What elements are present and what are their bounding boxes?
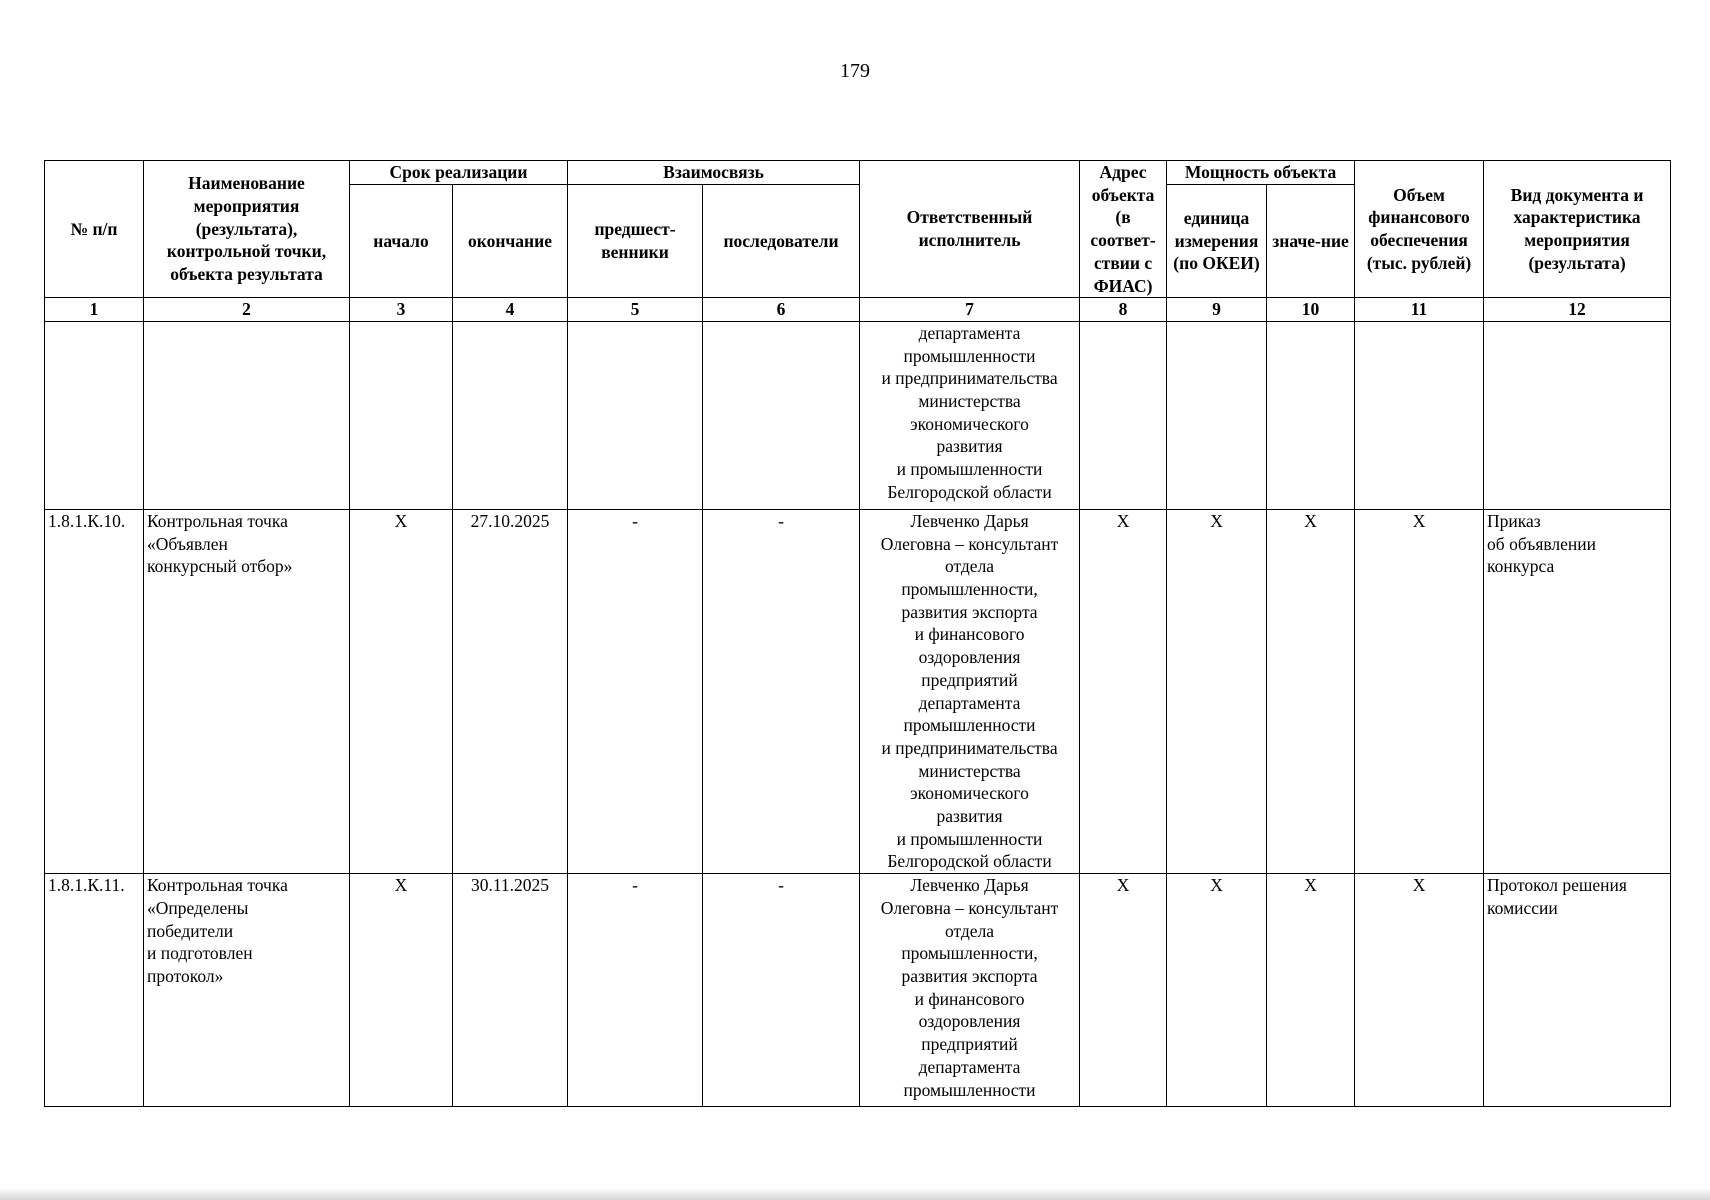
column-number: 10 bbox=[1267, 298, 1355, 322]
cell-finance: X bbox=[1355, 509, 1484, 873]
header-end: окончание bbox=[453, 185, 568, 298]
cell-start bbox=[350, 321, 453, 509]
cell-address: X bbox=[1080, 874, 1167, 1107]
header-responsible: Ответственный исполнитель bbox=[860, 161, 1080, 298]
cell-doc: Приказ об объявлении конкурса bbox=[1484, 509, 1671, 873]
header-successors: последователи bbox=[703, 185, 860, 298]
cell-doc bbox=[1484, 321, 1671, 509]
cell-value: X bbox=[1267, 874, 1355, 1107]
header-relation: Взаимосвязь bbox=[568, 161, 860, 185]
column-number: 1 bbox=[45, 298, 144, 322]
column-number: 11 bbox=[1355, 298, 1484, 322]
cell-start: X bbox=[350, 874, 453, 1107]
table-row bbox=[45, 509, 1671, 873]
table-row bbox=[45, 874, 1671, 1107]
cell-start: X bbox=[350, 509, 453, 873]
cell-successors: - bbox=[703, 509, 860, 873]
cell-name: Контрольная точка «Определены победители и подготовлен протокол» bbox=[144, 874, 350, 1107]
column-number: 7 bbox=[860, 298, 1080, 322]
cell-end: 27.10.2025 bbox=[453, 509, 568, 873]
cell-successors: - bbox=[703, 874, 860, 1107]
header-predecessors: предшест-венники bbox=[568, 185, 703, 298]
cell-responsible: департамента промышленности и предпринимательства министерства экономического развития и промышленности Белгородской области bbox=[860, 321, 1080, 509]
cell-address: X bbox=[1080, 509, 1167, 873]
cell-successors bbox=[703, 321, 860, 509]
cell-value: X bbox=[1267, 509, 1355, 873]
header-capacity: Мощность объекта bbox=[1167, 161, 1355, 185]
header-doc-type: Вид документа и характеристика мероприятия (результата) bbox=[1484, 161, 1671, 298]
header-finance: Объем финансового обеспечения (тыс. рублей) bbox=[1355, 161, 1484, 298]
page-number: 179 bbox=[840, 60, 870, 82]
cell-unit: X bbox=[1167, 874, 1267, 1107]
cell-predecessors bbox=[568, 321, 703, 509]
cell-value bbox=[1267, 321, 1355, 509]
column-number: 3 bbox=[350, 298, 453, 322]
column-number: 9 bbox=[1167, 298, 1267, 322]
cell-num: 1.8.1.К.10. bbox=[45, 509, 144, 873]
cell-finance bbox=[1355, 321, 1484, 509]
cell-predecessors: - bbox=[568, 509, 703, 873]
cell-finance: X bbox=[1355, 874, 1484, 1107]
cell-responsible: Левченко Дарья Олеговна – консультант отдела промышленности, развития экспорта и финансового оздоровления предприятий департамента промышленности bbox=[860, 874, 1080, 1107]
header-name: Наименование мероприятия (результата), контрольной точки, объекта результата bbox=[144, 161, 350, 298]
column-number: 8 bbox=[1080, 298, 1167, 322]
table-row bbox=[45, 321, 1671, 509]
cell-address bbox=[1080, 321, 1167, 509]
column-number: 4 bbox=[453, 298, 568, 322]
cell-num bbox=[45, 321, 144, 509]
header-period: Срок реализации bbox=[350, 161, 568, 185]
scan-bottom-edge bbox=[0, 1188, 1710, 1200]
column-number: 2 bbox=[144, 298, 350, 322]
header-value: значе-ние bbox=[1267, 185, 1355, 298]
cell-name bbox=[144, 321, 350, 509]
header-start: начало bbox=[350, 185, 453, 298]
cell-unit: X bbox=[1167, 509, 1267, 873]
header-num: № п/п bbox=[45, 161, 144, 298]
column-number: 12 bbox=[1484, 298, 1671, 322]
header-address: Адрес объекта (в соответ-ствии с ФИАС) bbox=[1080, 161, 1167, 298]
cell-doc: Протокол решения комиссии bbox=[1484, 874, 1671, 1107]
column-number: 5 bbox=[568, 298, 703, 322]
implementation-plan-table bbox=[44, 160, 1671, 1107]
column-number: 6 bbox=[703, 298, 860, 322]
cell-num: 1.8.1.К.11. bbox=[45, 874, 144, 1107]
cell-responsible: Левченко Дарья Олеговна – консультант отдела промышленности, развития экспорта и финансового оздоровления предприятий департамента промышленности и предпринимательства министерства экономического развития и промышленности Белгородской области bbox=[860, 509, 1080, 873]
cell-end: 30.11.2025 bbox=[453, 874, 568, 1107]
cell-end bbox=[453, 321, 568, 509]
header-unit: единица измерения (по ОКЕИ) bbox=[1167, 185, 1267, 298]
cell-name: Контрольная точка «Объявлен конкурсный отбор» bbox=[144, 509, 350, 873]
cell-predecessors: - bbox=[568, 874, 703, 1107]
cell-unit bbox=[1167, 321, 1267, 509]
